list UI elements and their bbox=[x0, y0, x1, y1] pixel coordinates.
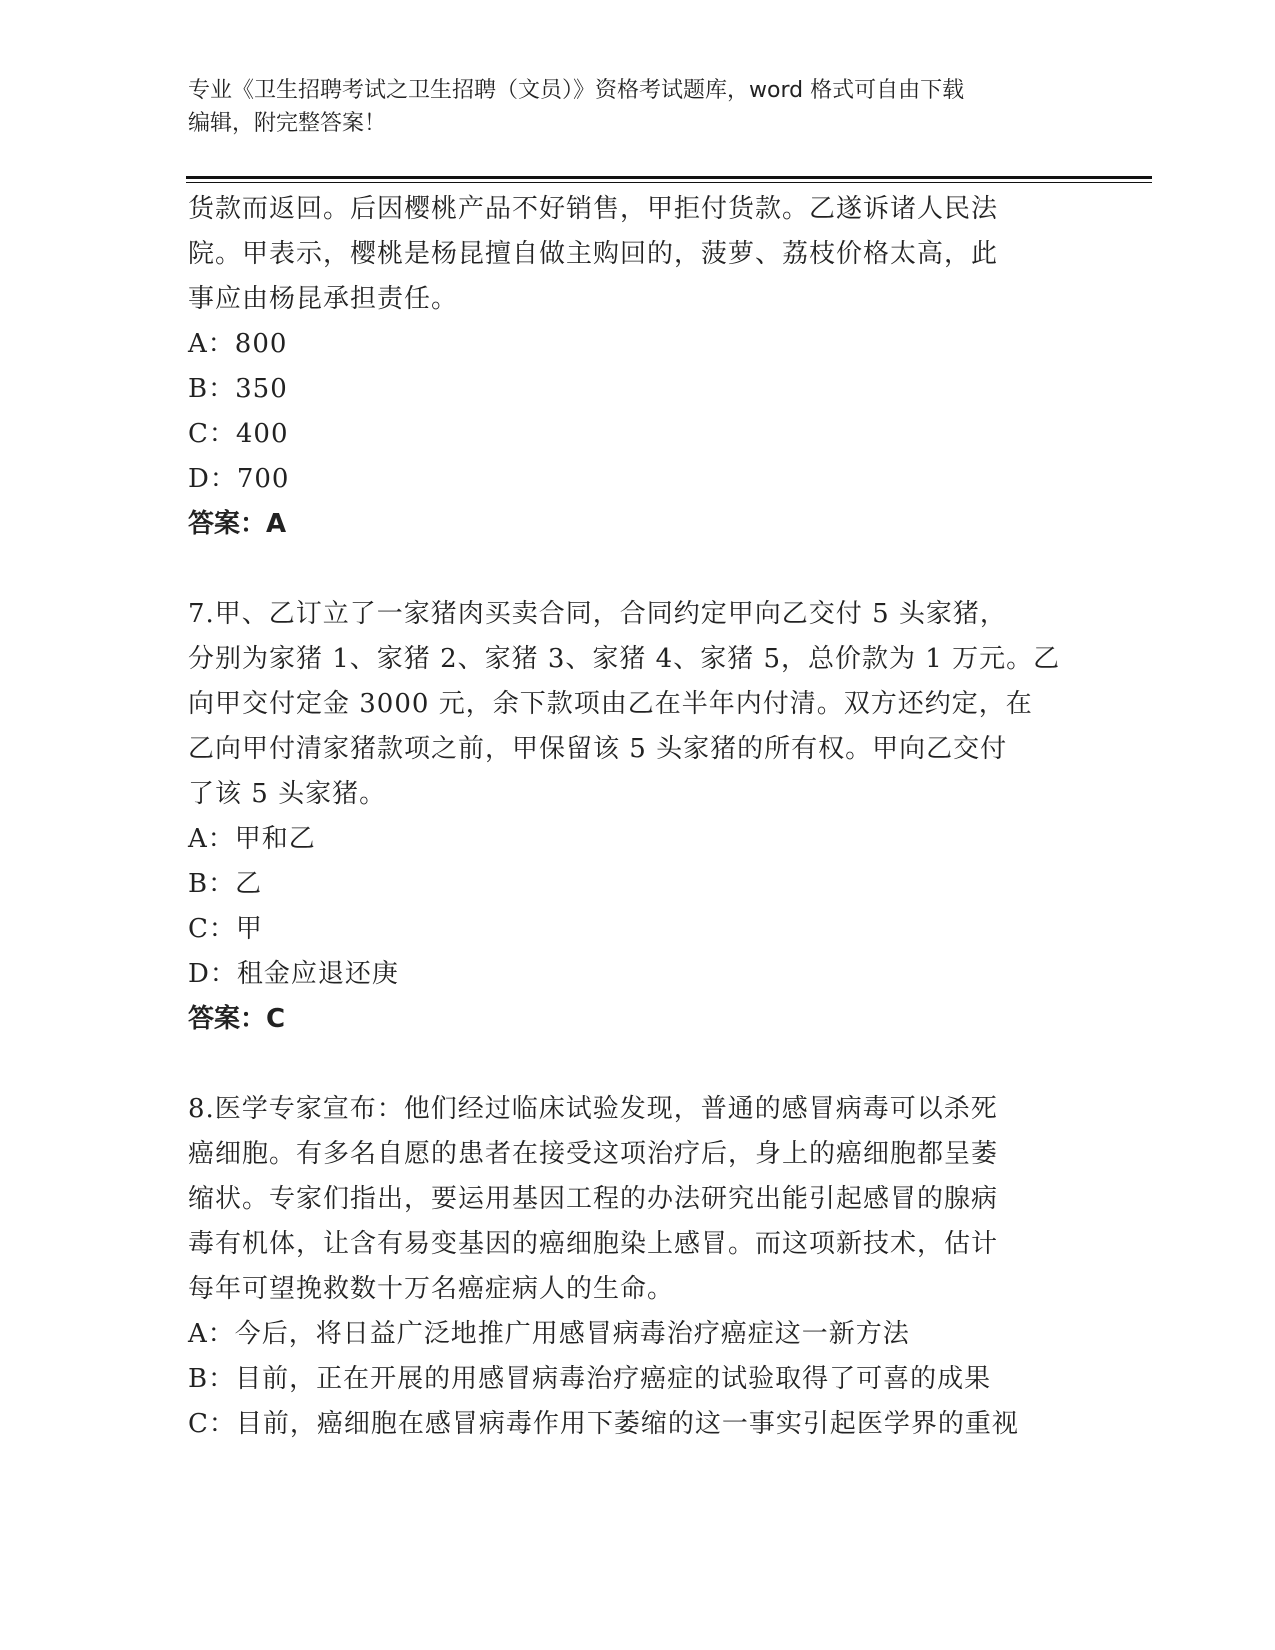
question-8 bbox=[188, 1087, 1088, 1447]
option-b: B：350 bbox=[188, 374, 288, 404]
spacer bbox=[188, 1042, 1088, 1087]
option-d: D：700 bbox=[188, 464, 290, 494]
question-text-line: 了该 5 头家猪。 bbox=[188, 779, 387, 809]
question-text-line: 毒有机体，让含有易变基因的癌细胞染上感冒。而这项新技术，估计 bbox=[188, 1229, 999, 1259]
question-text-line: 事应由杨昆承担责任。 bbox=[188, 284, 459, 314]
option-a: A：今后，将日益广泛地推广用感冒病毒治疗癌症这一新方法 bbox=[188, 1319, 910, 1349]
question-text-line: 缩状。专家们指出，要运用基因工程的办法研究出能引起感冒的腺病 bbox=[188, 1184, 999, 1214]
question-text-line: 每年可望挽救数十万名癌症病人的生命。 bbox=[188, 1274, 675, 1304]
question-text-line: 货款而返回。后因樱桃产品不好销售，甲拒付货款。乙遂诉诸人民法 bbox=[188, 194, 999, 224]
question-text-line: 分别为家猪 1、家猪 2、家猪 3、家猪 4、家猪 5，总价款为 1 万元。乙 bbox=[188, 644, 1061, 674]
question-text-line: 院。甲表示，樱桃是杨昆擅自做主购回的，菠萝、荔枝价格太高，此 bbox=[188, 239, 999, 269]
option-a: A：800 bbox=[188, 329, 288, 359]
question-7 bbox=[188, 592, 1088, 1042]
option-c: C：甲 bbox=[188, 914, 263, 944]
spacer bbox=[188, 547, 1088, 592]
option-b: B：乙 bbox=[188, 869, 263, 899]
question-text-line: 7.甲、乙订立了一家猪肉买卖合同，合同约定甲向乙交付 5 头家猪， bbox=[188, 599, 1007, 629]
header-line-2: 编辑，附完整答案！ bbox=[188, 111, 387, 136]
header-line-1: 专业《卫生招聘考试之卫生招聘（文员）》资格考试题库，word 格式可自由下载 bbox=[188, 78, 965, 103]
page-header bbox=[188, 74, 1088, 140]
option-c: C：400 bbox=[188, 419, 289, 449]
document-body bbox=[188, 187, 1088, 1447]
header-divider-thin bbox=[186, 182, 1152, 183]
header-divider-thick bbox=[186, 176, 1152, 179]
option-b: B：目前，正在开展的用感冒病毒治疗癌症的试验取得了可喜的成果 bbox=[188, 1364, 992, 1394]
option-a: A：甲和乙 bbox=[188, 824, 316, 854]
answer: 答案：A bbox=[188, 509, 287, 539]
question-text-line: 癌细胞。有多名自愿的患者在接受这项治疗后，身上的癌细胞都呈萎 bbox=[188, 1139, 999, 1169]
option-c: C：目前，癌细胞在感冒病毒作用下萎缩的这一事实引起医学界的重视 bbox=[188, 1409, 1019, 1439]
question-text-line: 向甲交付定金 3000 元，余下款项由乙在半年内付清。双方还约定，在 bbox=[188, 689, 1033, 719]
question-text-line: 乙向甲付清家猪款项之前，甲保留该 5 头家猪的所有权。甲向乙交付 bbox=[188, 734, 1008, 764]
question-6 bbox=[188, 187, 1088, 547]
question-text-line: 8.医学专家宣布：他们经过临床试验发现，普通的感冒病毒可以杀死 bbox=[188, 1094, 998, 1124]
option-d: D：租金应退还庚 bbox=[188, 959, 399, 989]
answer: 答案：C bbox=[188, 1004, 286, 1034]
